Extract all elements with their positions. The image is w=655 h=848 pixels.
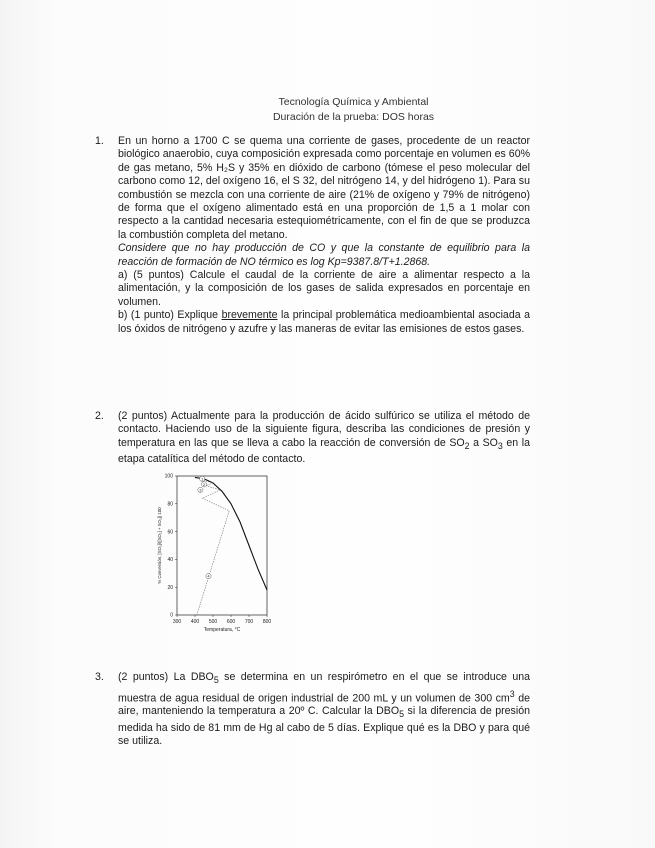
q3-superscript: 3 [509,688,515,699]
annotation-label: 4 [207,573,210,579]
conversion-chart [155,470,275,640]
annotation-label: 2 [202,481,206,487]
q2-text-part: (2 puntos) Actualmente para la producción de ácido sulfúrico se utiliza el método de contacto. Haciendo uso de la siguiente figura, describa las condiciones de presión y temperatura en las que se lleva a cabo la reacción de conversión de SO [118,410,530,449]
y-tick-label: 40 [167,557,173,564]
part-b-rest: la principal problemática medioambiental asociada a los óxidos de nitrógeno y azufre y las maneras de evitar las emisiones de estos gases. [118,309,531,335]
chart-ticks [165,474,272,625]
q3-text-part: se determina en un respirómetro en el que se introduce una muestra de agua residual de origen industrial de 200 mL y un volumen de 300 cm [118,671,530,705]
x-tick-label: 700 [244,619,254,625]
q3-subscript: 5 [213,675,219,686]
chart-series [195,477,267,615]
annotation-label: 3 [199,487,202,493]
question-2-text [118,410,530,467]
x-tick-label: 300 [172,619,182,625]
annotation-label: 1 [201,476,204,482]
part-b-underlined: brevemente [221,309,278,322]
chart-frame [177,476,267,615]
x-axis-label: Temperatura, °C [203,627,241,633]
y-tick-label: 0 [170,612,173,619]
y-tick-label: 100 [164,473,173,480]
x-tick-label: 500 [208,619,218,625]
page-header [0,95,655,125]
question-1 [95,135,531,336]
y-tick-label: 80 [167,501,173,508]
question-number: 2. [95,410,104,422]
q3-text-part: si la diferencia de presión medida ha sido de 81 mm de Hg al cabo de 5 días. Explique qué es la DBO y para qué se utiliza. [118,705,530,748]
q3-text-part: de aire, manteniendo la temperatura a 20º C. Calcular la DBO [118,692,530,718]
y-tick-label: 60 [167,529,173,536]
question-1-note: Considere que no hay producción de CO y que la constante de equilibrio para la reacción de formación de NO térmico es log Kp=9387.8/T+1.2868. [118,242,530,268]
question-number: 1. [95,135,104,147]
bed-path-line [197,480,229,615]
x-tick-label: 600 [226,619,236,625]
question-2 [95,410,530,467]
y-axis-label: % Conversión, [SO₃]/([SO₂] + SO₃]) 100 [157,507,162,584]
q3-subscript: 5 [399,709,405,720]
equilibrium-curve [195,477,267,590]
question-3-text [118,671,530,749]
q3-text-part: (2 puntos) La DBO [118,671,214,683]
question-1-part-a: a) (5 puntos) Calcule el caudal de la corriente de aire a alimentar respecto a la alimentación, y la composición de los gases de salida expresados en porcentaje en volumen. [118,269,530,308]
q2-text-part: a SO [469,436,498,449]
part-b-lead: b) (1 punto) Explique [118,309,222,322]
chart-axes [177,476,267,615]
q2-text-part: en la etapa catalítica del método de contacto. [118,436,530,466]
subject-title: Tecnología Química y Ambiental [278,96,429,108]
x-tick-label: 400 [190,619,200,625]
exam-duration: Duración de la prueba: DOS horas [272,111,435,123]
chart-svg [155,470,275,640]
y-tick-label: 20 [167,584,173,591]
question-number: 3. [95,671,104,683]
question-3 [95,671,530,749]
q2-subscript: 3 [497,440,503,451]
question-1-intro: En un horno a 1700 C se quema una corriente de gases, procedente de un reactor biológico anaerobio, cuya composición expresada como porcentaje en volumen es 60% de gas metano, 5% H₂S y 35% en dióxido de carbono (tómese el peso molecular del carbono como 12, del oxígeno 16, el S 32, del nitrógeno 14, y del hidrógeno 1). Para su combustión se mezcla con una corriente de aire (21% de oxígeno y 79% de nitrógeno) de forma que el oxígeno alimentado está en una proporción de 1,5 a 1 molar con respecto a la cantidad necesaria estequiométricamente, con el fin de que se produzca la combustión completa del metano. [118,135,530,241]
x-tick-label: 800 [262,619,272,625]
question-1-part-b [118,309,530,336]
q2-subscript: 2 [464,440,470,451]
